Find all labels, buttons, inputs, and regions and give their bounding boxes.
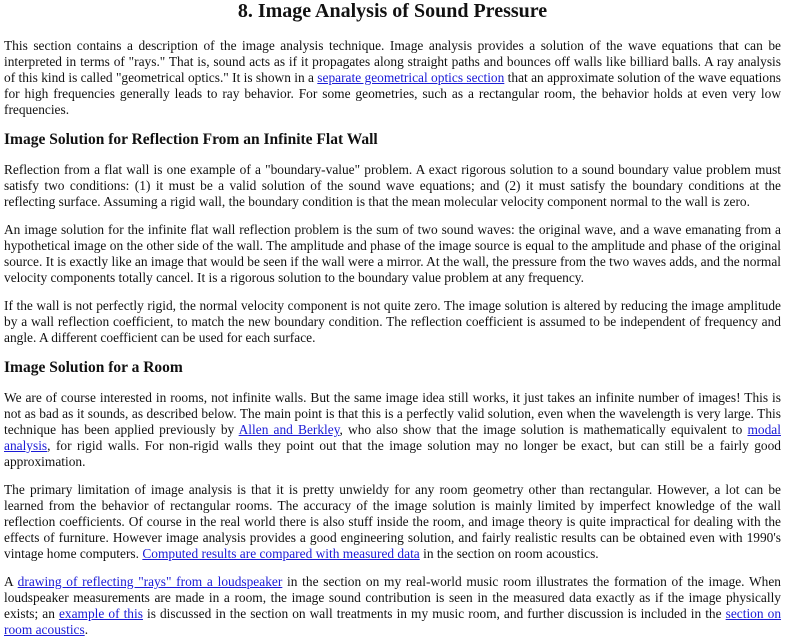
flat-wall-paragraph-3: If the wall is not perfectly rigid, the normal velocity component is not quite zero. The image solution is altered by reducing the image amplitude by a wall reflection coefficient, to match the new boundary condition. The reflection coefficient is assumed to be independent of frequency and angle. A different coefficient can be used for each surface. xyxy=(4,298,781,345)
computed-results-link[interactable]: Computed results are compared with measured data xyxy=(142,546,420,561)
allen-berkley-link[interactable]: Allen and Berkley xyxy=(238,422,340,437)
room-paragraph-1: We are of course interested in rooms, not infinite walls. But the same image idea still works, it just takes an infinite number of images! This is not as bad as it sounds, as described below. The main point is that this is a perfectly valid solution, even when the wavelength is very large. This technique has been applied previously by Allen and Berkley, who also show that the image solution is mathematically equivalent to modal analysis, for rigid walls. For non-rigid walls they point out that the image solution may no longer be exact, but can still be a fairly good approximation. xyxy=(4,390,781,469)
room-paragraph-3: A drawing of reflecting "rays" from a loudspeaker in the section on my real-world music room illustrates the formation of the image. When loudspeaker measurements are made in a room, the image sound contribution is seen in the measured data exactly as if the image physically exists; an example of this is discussed in the section on wall treatments in my music room, and further discussion is included in the section on room acoustics. xyxy=(4,574,782,637)
intro-paragraph: This section contains a description of the image analysis technique. Image analysis provides a solution of the wave equations that can be interpreted in terms of "rays." That is, sound acts as if it propagates along straight paths and bounces off walls like billiard balls. A ray analysis of this kind is called "geometrical optics." It is shown in a separate geometrical optics section that an approximate solution of the wave equations for high frequencies generally leads to ray behavior. For some geometries, such as a rectangular room, the behavior holds at even very low frequencies. xyxy=(4,38,781,117)
geometrical-optics-link[interactable]: separate geometrical optics section xyxy=(317,70,505,85)
section-heading-room: Image Solution for a Room xyxy=(4,359,183,376)
flat-wall-paragraph-2: An image solution for the infinite flat wall reflection problem is the sum of two sound waves: the original wave, and a wave emanating from a hypothetical image on the other side of the wall. The amplitude and phase of the image source is equal to the amplitude and phase of the original source. It is exactly like an image that would be seen if the wall were a mirror. At the wall, the pressure from the two waves adds, and the normal velocity components totally cancel. It is a rigorous solution to the boundary value problem at any frequency. xyxy=(4,222,781,285)
room-acoustics-link[interactable]: section on room acoustics xyxy=(4,606,782,637)
modal-analysis-link[interactable]: modal analysis xyxy=(4,422,781,453)
example-of-this-link[interactable]: example of this xyxy=(58,606,143,621)
section-heading-flat-wall: Image Solution for Reflection From an Infinite Flat Wall xyxy=(4,131,378,148)
room-paragraph-2: The primary limitation of image analysis is that it is pretty unwieldy for any room geometry other than rectangular. However, a lot can be learned from the behavior of rectangular rooms. The accuracy of the image solution is mainly limited by imperfect knowledge of the wall reflection coefficients. Of course in the real world there is also stuff inside the room, and image theory is quite impractical for dealing with the effects of furniture. However image analysis provides a good engineering solution, and fairly realistic results can be obtained even with 1990's vintage home computers. Computed results are compared with measured data in the section on room acoustics. xyxy=(4,482,781,561)
reflecting-rays-drawing-link[interactable]: drawing of reflecting "rays" from a loudspeaker xyxy=(17,574,283,589)
page-title: 8. Image Analysis of Sound Pressure xyxy=(237,0,548,22)
flat-wall-paragraph-1: Reflection from a flat wall is one example of a "boundary-value" problem. A exact rigorous solution to a sound boundary value problem must satisfy two conditions: (1) it must be a valid solution of the sound wave equations; and (2) it must satisfy the boundary conditions at the reflecting surface. Assuming a rigid wall, the boundary condition is that the mean molecular velocity component normal to the wall is zero. xyxy=(4,162,781,209)
